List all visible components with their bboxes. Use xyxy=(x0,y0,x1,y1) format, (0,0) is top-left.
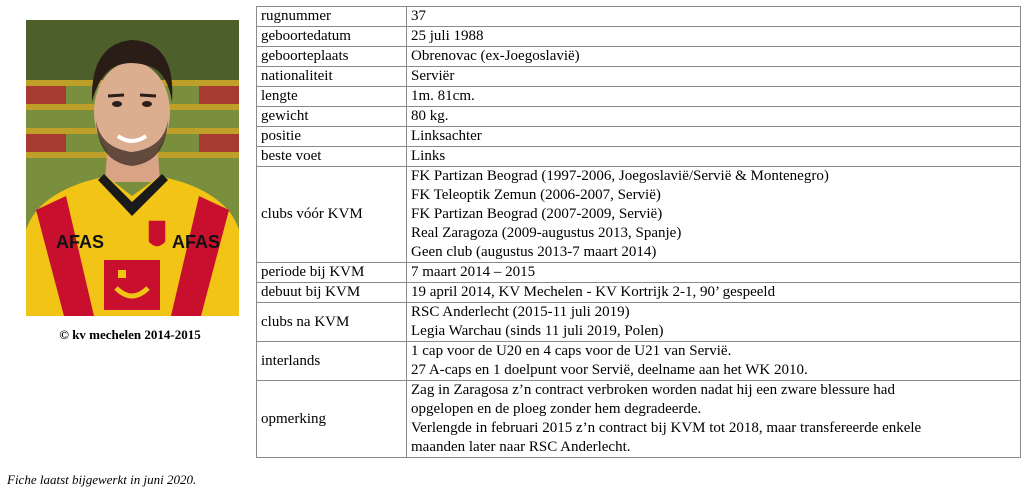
fiche-row xyxy=(257,263,1021,283)
fiche-row xyxy=(257,127,1021,147)
fiche-row xyxy=(257,283,1021,303)
photo-caption: © kv mechelen 2014-2015 xyxy=(59,327,201,342)
fiche-row xyxy=(257,47,1021,67)
value-line: Serviër xyxy=(411,68,455,84)
row-label: beste voet xyxy=(257,147,407,167)
fiche-row xyxy=(257,67,1021,87)
photo-cell xyxy=(5,7,255,466)
fiche-row xyxy=(257,381,1021,458)
player-photo xyxy=(26,20,239,316)
row-label: gewicht xyxy=(257,107,407,127)
row-value xyxy=(407,107,1021,127)
row-value xyxy=(407,381,1021,458)
row-value xyxy=(407,47,1021,67)
row-label: geboorteplaats xyxy=(257,47,407,67)
value-line: Obrenovac (ex-Joegoslavië) xyxy=(411,48,580,64)
value-line: 25 juli 1988 xyxy=(411,28,484,44)
value-line: opgelopen en de ploeg zonder hem degradeerde. xyxy=(411,401,702,417)
value-line: Zag in Zaragosa z’n contract verbroken worden nadat hij een zware blessure had xyxy=(411,382,895,398)
fiche-row xyxy=(257,107,1021,127)
footnote: Fiche laatst bijgewerkt in juni 2020. xyxy=(7,472,197,487)
value-line: 1m. 81cm. xyxy=(411,88,475,104)
fiche-row xyxy=(257,7,1021,27)
value-line: RSC Anderlecht (2015-11 juli 2019) xyxy=(411,304,630,320)
row-value xyxy=(407,303,1021,342)
fiche-row xyxy=(257,27,1021,47)
row-label: clubs vóór KVM xyxy=(257,167,407,263)
value-line: Geen club (augustus 2013-7 maart 2014) xyxy=(411,244,657,260)
row-label: lengte xyxy=(257,87,407,107)
value-line: maanden later naar RSC Anderlecht. xyxy=(411,439,631,455)
row-label: periode bij KVM xyxy=(257,263,407,283)
row-label: geboortedatum xyxy=(257,27,407,47)
value-line: Links xyxy=(411,148,446,164)
value-line: FK Partizan Beograd (1997-2006, Joegoslavië/Servië & Montenegro) xyxy=(411,168,829,184)
value-line: FK Teleoptik Zemun (2006-2007, Servië) xyxy=(411,187,661,203)
row-label: debuut bij KVM xyxy=(257,283,407,303)
row-label: clubs na KVM xyxy=(257,303,407,342)
value-line: Verlengde in februari 2015 z’n contract bij KVM tot 2018, maar transfereerde enkele xyxy=(411,420,922,436)
row-value xyxy=(407,27,1021,47)
row-value xyxy=(407,7,1021,27)
fiche-row xyxy=(257,167,1021,263)
row-label: positie xyxy=(257,127,407,147)
fiche-row xyxy=(257,87,1021,107)
value-line: Legia Warchau (sinds 11 juli 2019, Polen) xyxy=(411,323,664,339)
row-label: rugnummer xyxy=(257,7,407,27)
svg-text:AFAS: AFAS xyxy=(172,232,221,252)
row-value xyxy=(407,167,1021,263)
svg-text:AFAS: AFAS xyxy=(56,232,105,252)
value-line: 7 maart 2014 – 2015 xyxy=(411,264,536,280)
fiche-row xyxy=(257,147,1021,167)
value-line: FK Partizan Beograd (2007-2009, Servië) xyxy=(411,206,663,222)
row-value xyxy=(407,283,1021,303)
row-value xyxy=(407,87,1021,107)
player-fiche-table xyxy=(256,6,1021,458)
fiche-row xyxy=(257,342,1021,381)
value-line: 1 cap voor de U20 en 4 caps voor de U21 van Servië. xyxy=(411,343,732,359)
row-value xyxy=(407,263,1021,283)
value-line: Real Zaragoza (2009-augustus 2013, Spanje) xyxy=(411,225,682,241)
row-value xyxy=(407,127,1021,147)
value-line: 80 kg. xyxy=(411,108,449,124)
value-line: 27 A-caps en 1 doelpunt voor Servië, deelname aan het WK 2010. xyxy=(411,362,808,378)
row-label: nationaliteit xyxy=(257,67,407,87)
row-label: interlands xyxy=(257,342,407,381)
fiche-row xyxy=(257,303,1021,342)
row-value xyxy=(407,67,1021,87)
row-label: opmerking xyxy=(257,381,407,458)
value-line: 37 xyxy=(411,8,426,24)
row-value xyxy=(407,342,1021,381)
row-value xyxy=(407,147,1021,167)
value-line: Linksachter xyxy=(411,128,482,144)
value-line: 19 april 2014, KV Mechelen - KV Kortrijk 2-1, 90’ gespeeld xyxy=(411,284,776,300)
